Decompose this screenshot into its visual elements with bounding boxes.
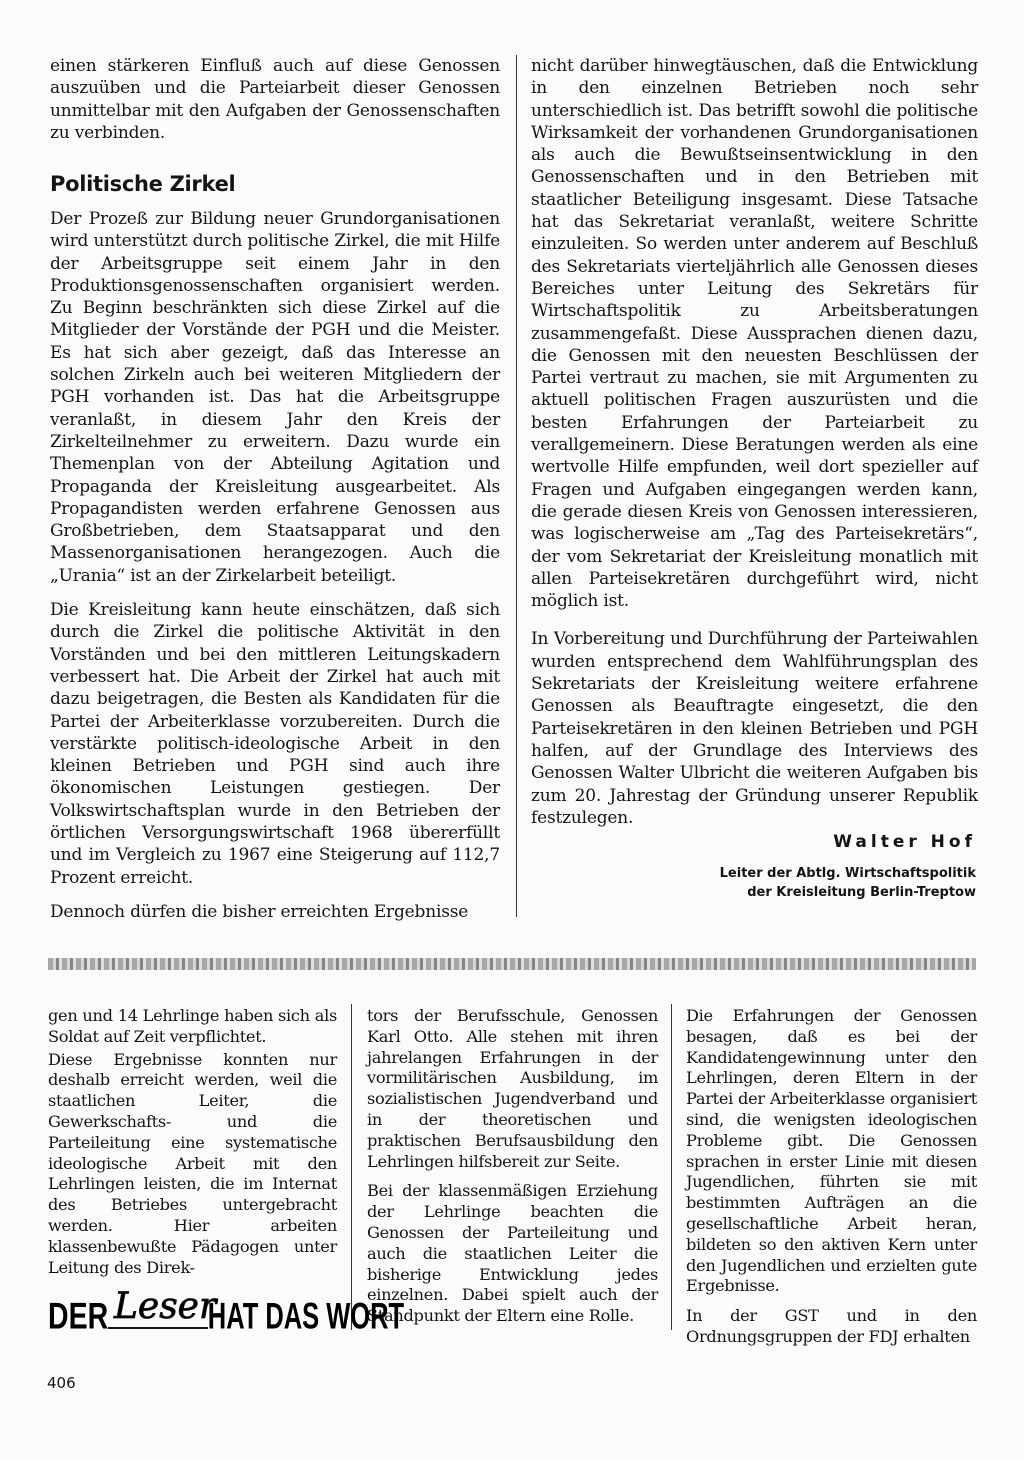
section-heading: Politische Zirkel bbox=[50, 172, 236, 196]
bottom-col3-paragraph-1: Die Erfahrungen der Genossen besagen, daß es bei der Kandidatengewinnung unter den Lehrlingen, deren Eltern in der Partei der Arbeiterklasse organisiert sind, die wenigsten ideologischen Probleme gibt. Die Genossen sprachen in erster Linie mit diesen Jugendlichen, führten sie mit bestimmten Aufträgen an die gesellschaftliche Arbeit heran, bildeten so den aktiven Kern unter den Jugendlichen und erzielten gute Ergebnisse. bbox=[686, 1006, 977, 1296]
author-name: Walter Hof bbox=[833, 832, 976, 852]
column-divider-bottom-2 bbox=[671, 1004, 672, 1330]
bottom-col3-paragraph-2: In der GST und in den Ordnungsgruppen der FDJ erhalten bbox=[686, 1306, 977, 1346]
column-divider-top bbox=[516, 55, 517, 917]
section-separator bbox=[48, 958, 976, 970]
left-paragraph-1: Der Prozeß zur Bildung neuer Grundorganisationen wird unterstützt durch politische Zirkel, die mit Hilfe der Arbeitsgruppe seit einem Jahr in den Produktionsgenossenschaften organisiert werden. Zu Beginn beschränkten sich diese Zirkel auf die Mitglieder der Vorstände der PGH und die Meister. Es hat sich aber gezeigt, daß das Interesse an solchen Zirkeln auch bei weiteren Mitgliedern der PGH vorhanden ist. Das hat die Arbeitsgruppe veranlaßt, in diesem Jahr den Kreis der Zirkelteilnehmer zu erweitern. Dazu wurde ein Themenplan von der Abteilung Agitation und Propaganda der Kreisleitung ausgearbeitet. Als Propagandisten werden erfahrene Genossen aus Großbetrieben, dem Staatsapparat und den Massenorganisationen herangezogen. Auch die „Urania“ ist an der Zirkelarbeit beteiligt. bbox=[50, 209, 500, 586]
author-role-line-2: der Kreisleitung Berlin-Treptow bbox=[747, 885, 976, 900]
left-intro-paragraph: einen stärkeren Einfluß auch auf diese Genossen auszuüben und die Parteiarbeit dieser Genossen unmittelbar mit den Aufgaben der Genossenschaften zu verbinden. bbox=[50, 56, 500, 143]
logo-leser-script: Leser bbox=[114, 1286, 217, 1327]
bottom-column-3 bbox=[686, 1006, 977, 1357]
right-paragraph-2: In Vorbereitung und Durchführung der Parteiwahlen wurden entsprechend dem Wahlführungsplan des Sekretariats der Kreisleitung weitere erfahrene Genossen als Beauftragte eingesetzt, die den Parteisekretären in den kleinen Betrieben und PGH halfen, auf der Grundlage des Interviews des Genossen Walter Ulbricht die weiteren Aufgaben bis zum 20. Jahrestag der Gründung unserer Republik festzulegen. bbox=[531, 629, 978, 828]
bottom-column-2 bbox=[367, 1006, 658, 1336]
logo-der-text: DER bbox=[48, 1296, 109, 1338]
bottom-col1-paragraph-2: Diese Ergebnisse konnten nur deshalb erreicht werden, weil die staatlichen Leiter, die Gewerkschafts- und die Parteileitung eine systematische ideologische Arbeit mit den Lehrlingen leisten, die im Internat des Betriebes untergebracht werden. Hier arbeiten klassenbewußte Pädagogen unter Leitung des Direk- bbox=[48, 1049, 337, 1277]
bottom-col1-paragraph-1: gen und 14 Lehrlinge haben sich als Soldat auf Zeit verpflichtet. bbox=[48, 1006, 337, 1046]
author-role-line-1: Leiter der Abtlg. Wirtschaftspolitik bbox=[719, 866, 976, 881]
right-column bbox=[531, 55, 978, 841]
bottom-column-1 bbox=[48, 1006, 337, 1287]
left-paragraph-2: Die Kreisleitung kann heute einschätzen, daß sich durch die Zirkel die politische Aktivität in den Vorständen und bei den mittleren Leitungskadern verbessert hat. Die Arbeit der Zirkel hat auch mit dazu beigetragen, die Besten als Kandidaten für die Partei der Arbeiterklasse vorzubereiten. Durch die verstärkte politisch-ideologische Arbeit in den kleinen Betrieben und PGH sind auch ihre ökonomischen Leistungen gestiegen. Der Volkswirtschaftsplan wurde in den Betrieben der örtlichen Versorgungswirtschaft 1968 übererfüllt und im Vergleich zu 1967 eine Steigerung auf 112,7 Prozent erreicht. bbox=[50, 600, 500, 888]
author-role bbox=[720, 864, 976, 902]
bottom-col2-paragraph-1: tors der Berufsschule, Genossen Karl Otto. Alle stehen mit ihren jahrelangen Erfahrungen in der vormilitärischen Ausbildung, im sozialistischen Jugendverband und in der theoretischen und praktischen Berufsausbildung den Lehrlingen hilfsbereit zur Seite. bbox=[367, 1006, 658, 1171]
left-column-body bbox=[50, 208, 500, 935]
page-number: 406 bbox=[47, 1374, 76, 1392]
left-paragraph-3: Dennoch dürfen die bisher erreichten Ergebnisse bbox=[50, 901, 469, 922]
der-leser-hat-das-wort-logo bbox=[48, 1280, 405, 1338]
column-divider-bottom-1 bbox=[351, 1004, 352, 1330]
bottom-col2-paragraph-2: Bei der klassenmäßigen Erziehung der Lehrlinge beachten die Genossen der Parteileitung und auch die staatlichen Leiter die bisherige Entwicklung jedes einzelnen. Dabei spielt auch der Standpunkt der Eltern eine Rolle. bbox=[367, 1181, 658, 1326]
left-column bbox=[50, 55, 500, 144]
right-paragraph-1: nicht darüber hinwegtäuschen, daß die Entwicklung in den einzelnen Betrieben noch sehr unterschiedlich ist. Das betrifft sowohl die politische Wirksamkeit der vorhandenen Grundorganisationen als auch die Bewußtseinsentwicklung in den Genossenschaften und in den Betrieben mit staatlicher Beteiligung insgesamt. Diese Tatsache hat das Sekretariat veranlaßt, weitere Schritte einzuleiten. So werden unter anderem auf Beschluß des Sekretariats vierteljährlich alle Genossen dieses Bereiches unter Leitung des Sekretärs für Wirtschaftspolitik zu Arbeitsberatungen zusammengefaßt. Diese Aussprachen dienen dazu, die Genossen mit den neuesten Beschlüssen der Partei vertraut zu machen, sie mit Argumenten zu aktuell politischen Fragen auszurüsten und die besten Erfahrungen der Parteiarbeit zu verallgemeinern. Diese Beratungen werden als eine wertvolle Hilfe empfunden, weil dort spezieller auf Fragen und Aufgaben eingegangen werden kann, die gerade diesen Kreis von Genossen interessieren, was logischerweise am „Tag des Parteisekretärs“, der vom Sekretariat der Kreisleitung monatlich mit allen Parteisekretären durchgeführt wird, nicht möglich ist. bbox=[531, 56, 978, 612]
logo-hat-das-wort-text: HAT DAS WORT bbox=[207, 1294, 405, 1337]
